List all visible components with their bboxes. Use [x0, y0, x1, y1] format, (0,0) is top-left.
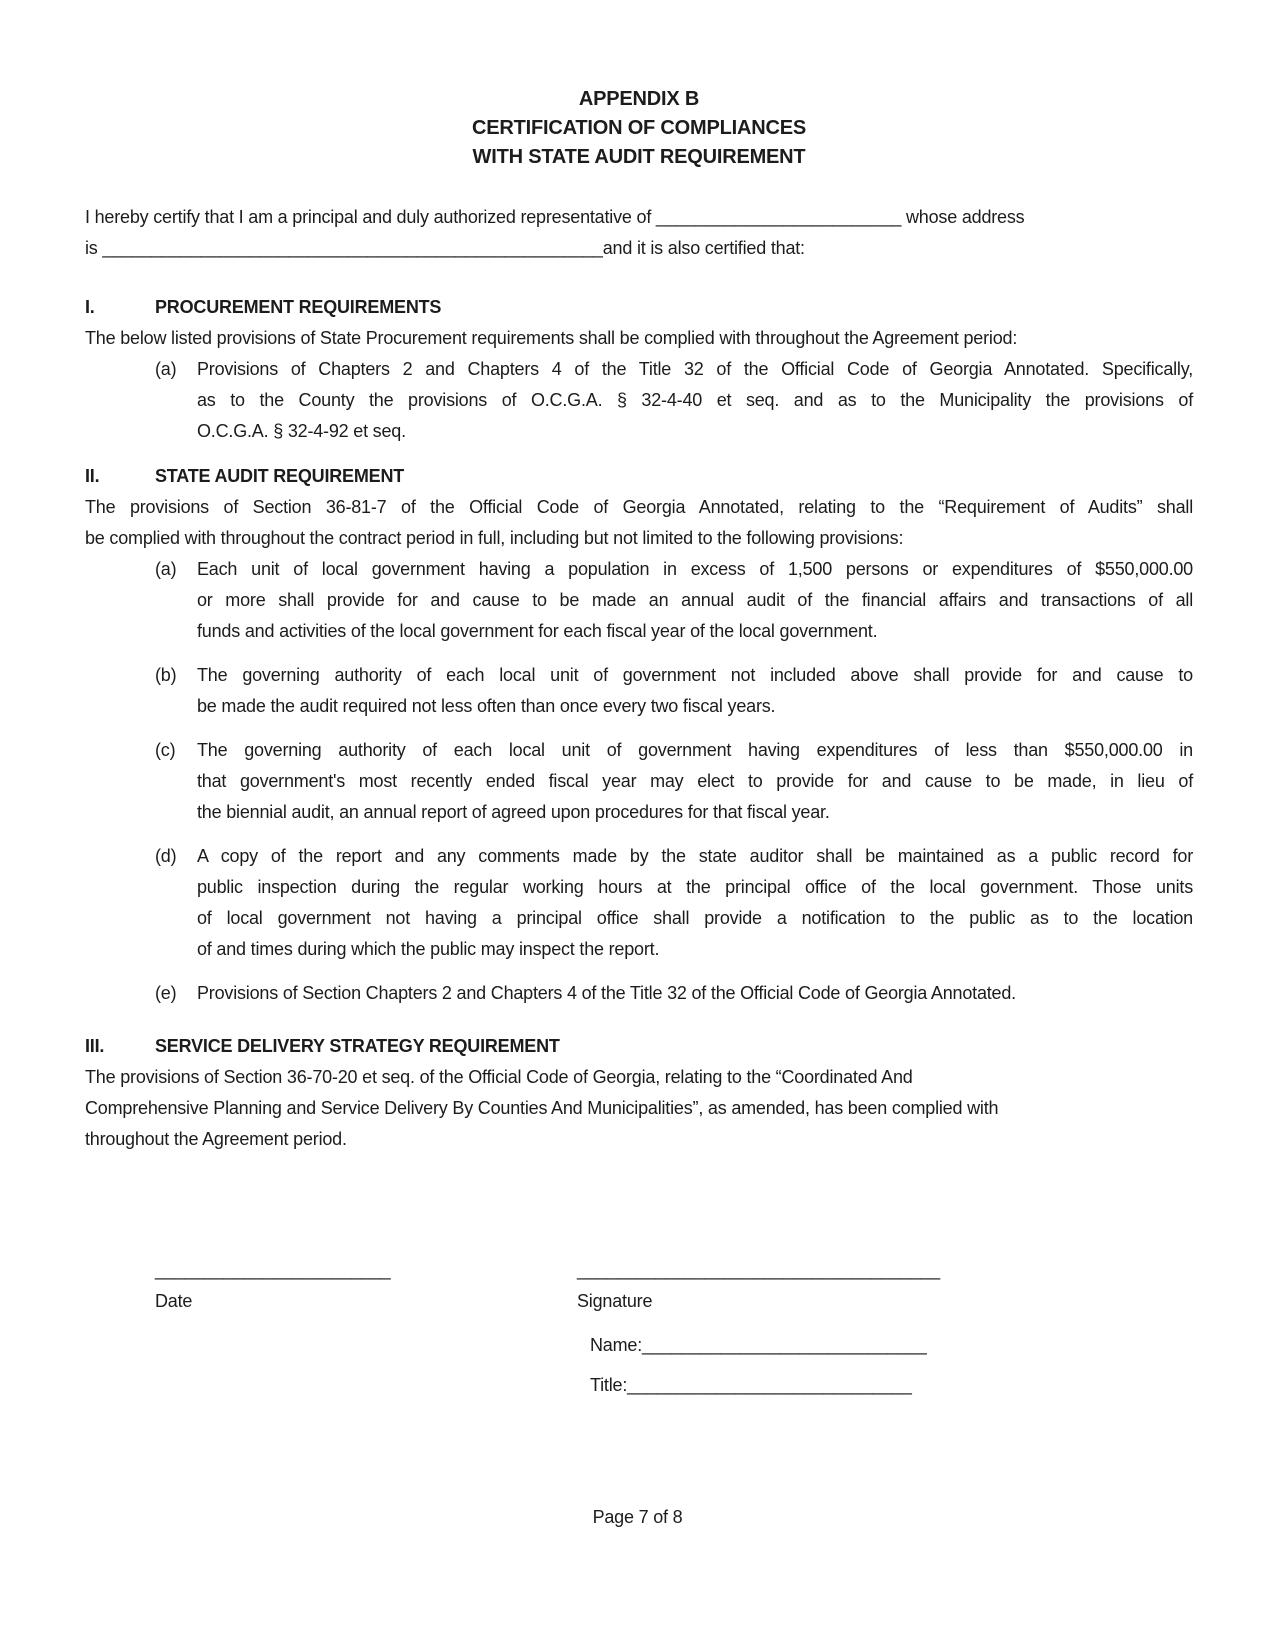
- text-line: The provisions of Section 36-70-20 et seq. of the Official Code of Georgia, relating to the “Coordinated And: [85, 1067, 913, 1087]
- text-line: that government's most recently ended fiscal year may elect to provide for and cause to be made, in lieu of: [197, 771, 1193, 791]
- date-label: Date: [155, 1291, 193, 1311]
- text-line: of and times during which the public may inspect the report.: [197, 939, 660, 959]
- section-iii-numeral: III.: [85, 1036, 105, 1056]
- list-marker: (a): [155, 559, 177, 579]
- text-line: O.C.G.A. § 32-4-92 et seq.: [197, 421, 406, 441]
- text-line: The below listed provisions of State Procurement requirements shall be complied with throughout the Agreement period:: [85, 328, 1018, 348]
- date-signature-line: ________________________: [155, 1260, 391, 1280]
- title-row-spacer: [155, 1370, 577, 1401]
- name-blank-line: _____________________________: [642, 1335, 927, 1355]
- text-line: Provisions of Chapters 2 and Chapters 4 of the Title 32 of the Official Code of Georgia Annotated. Specifically,: [197, 359, 1193, 379]
- list-item-ii-b: [155, 660, 1193, 722]
- title-line-certification: CERTIFICATION OF COMPLIANCES: [471, 117, 807, 139]
- text-line: Provisions of Section Chapters 2 and Chapters 4 of the Title 32 of the Official Code of Georgia Annotated.: [197, 983, 1016, 1003]
- signature-block: [155, 1255, 1193, 1401]
- signature-labels-row: [155, 1286, 1193, 1317]
- list-item-i-a: [155, 354, 1193, 447]
- text-line: A copy of the report and any comments made by the state auditor shall be maintained as a public record for: [197, 846, 1193, 866]
- text-line: public inspection during the regular working hours at the principal office of the local government. Those units: [197, 877, 1193, 897]
- name-field: [590, 1330, 1193, 1361]
- list-item-ii-a: [155, 554, 1193, 647]
- text-line: The governing authority of each local unit of government having expenditures of less than $550,000.00 in: [197, 740, 1193, 760]
- list-item-text: [197, 660, 1193, 722]
- section-i-title: PROCUREMENT REQUIREMENTS: [155, 297, 442, 317]
- text-line: Comprehensive Planning and Service Delivery By Counties And Municipalities”, as amended, has been complied with: [85, 1098, 999, 1118]
- text-line: The governing authority of each local unit of government not included above shall provide for and cause to: [197, 665, 1193, 685]
- section-state-audit: [85, 461, 1193, 1009]
- list-marker: (e): [155, 983, 177, 1003]
- signature-label: Signature: [577, 1291, 653, 1311]
- name-row: [155, 1330, 1193, 1361]
- list-item-text: [197, 978, 1193, 1009]
- page-number: Page 7 of 8: [592, 1507, 683, 1527]
- list-marker: (d): [155, 846, 177, 866]
- title-field: [590, 1370, 1193, 1401]
- section-iii-title: SERVICE DELIVERY STRATEGY REQUIREMENT: [155, 1036, 560, 1056]
- signature-lines-row: [155, 1255, 1193, 1286]
- list-item-text: [197, 354, 1193, 447]
- title-blank-line: _____________________________: [627, 1375, 912, 1395]
- section-service-delivery: [85, 1031, 1193, 1155]
- section-iii-paragraph: [85, 1062, 1193, 1155]
- text-line: The provisions of Section 36-81-7 of the Official Code of Georgia Annotated, relating to the “Requirement of Audits” shall: [85, 497, 1193, 517]
- section-ii-paragraph: [85, 492, 1193, 554]
- name-label: Name:: [590, 1335, 643, 1355]
- text-line: be complied with throughout the contract period in full, including but not limited to the following provisions:: [85, 528, 904, 548]
- list-item-ii-c: [155, 735, 1193, 828]
- list-marker: (a): [155, 359, 177, 379]
- signature-signature-line: _____________________________________: [577, 1260, 940, 1280]
- list-marker: (c): [155, 740, 176, 760]
- title-row: [155, 1370, 1193, 1401]
- section-procurement: [85, 292, 1193, 447]
- list-item-text: [197, 554, 1193, 647]
- list-item-text: [197, 735, 1193, 828]
- document-title: [85, 85, 1193, 172]
- section-ii-heading: [85, 461, 1193, 492]
- text-line: the biennial audit, an annual report of agreed upon procedures for that fiscal year.: [197, 802, 830, 822]
- intro-paragraph: [85, 202, 1193, 264]
- title-label: Title:: [590, 1375, 628, 1395]
- text-line: as to the County the provisions of O.C.G.A. § 32-4-40 et seq. and as to the Municipality the provisions of: [197, 390, 1193, 410]
- section-i-numeral: I.: [85, 297, 95, 317]
- section-ii-numeral: II.: [85, 466, 100, 486]
- section-iii-heading: [85, 1031, 1193, 1062]
- title-line-appendix: APPENDIX B: [578, 88, 700, 110]
- list-item-ii-e: [155, 978, 1193, 1009]
- title-line-requirement: WITH STATE AUDIT REQUIREMENT: [472, 146, 806, 168]
- list-item-ii-d: [155, 841, 1193, 965]
- text-line: be made the audit required not less often than once every two fiscal years.: [197, 696, 776, 716]
- section-i-paragraph: [85, 323, 1193, 354]
- name-row-spacer: [155, 1330, 577, 1361]
- text-line: throughout the Agreement period.: [85, 1129, 347, 1149]
- text-line: or more shall provide for and cause to be made an annual audit of the financial affairs and transactions of all: [197, 590, 1193, 610]
- section-ii-title: STATE AUDIT REQUIREMENT: [155, 466, 405, 486]
- text-line: is ___________________________________________________and it is also certified that:: [85, 238, 805, 258]
- text-line: I hereby certify that I am a principal and duly authorized representative of _________________________ whose address: [85, 207, 1025, 227]
- text-line: of local government not having a principal office shall provide a notification to the public as to the location: [197, 908, 1193, 928]
- text-line: Each unit of local government having a population in excess of 1,500 persons or expenditures of $550,000.00: [197, 559, 1193, 579]
- list-item-text: [197, 841, 1193, 965]
- section-i-heading: [85, 292, 1193, 323]
- text-line: funds and activities of the local government for each fiscal year of the local government.: [197, 621, 878, 641]
- list-marker: (b): [155, 665, 177, 685]
